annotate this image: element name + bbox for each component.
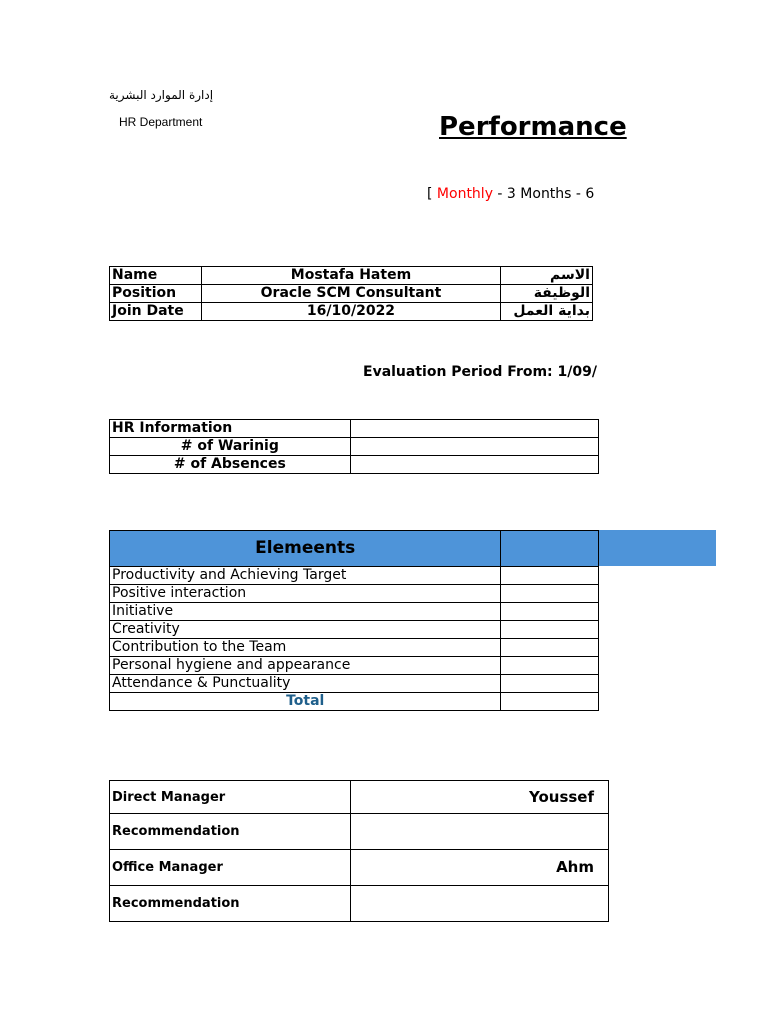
element-score: [501, 585, 599, 603]
position-label: Position: [110, 285, 202, 303]
element-item: Productivity and Achieving Target: [110, 567, 501, 585]
period-type-line: [427, 186, 594, 202]
table-row: [110, 657, 599, 675]
element-score: [501, 657, 599, 675]
table-row: [110, 814, 609, 850]
elements-header-row: [110, 531, 599, 567]
total-row: [110, 693, 599, 711]
position-value: Oracle SCM Consultant: [201, 285, 500, 303]
element-item: Contribution to the Team: [110, 639, 501, 657]
elements-header-band-extension: [593, 530, 716, 566]
recommendation-label: Recommendation: [110, 814, 351, 850]
element-item: Personal hygiene and appearance: [110, 657, 501, 675]
join-date-value: 16/10/2022: [201, 303, 500, 321]
signoff-table: [109, 780, 609, 922]
element-score: [501, 621, 599, 639]
hr-department-english: HR Department: [119, 115, 203, 129]
name-label: Name: [110, 267, 202, 285]
warnings-label: # of Warinig: [110, 438, 351, 456]
table-row: [110, 438, 599, 456]
table-row: [110, 621, 599, 639]
element-item: Positive interaction: [110, 585, 501, 603]
table-row: [110, 285, 593, 303]
direct-manager-name: Youssef: [350, 781, 608, 814]
element-score: [501, 603, 599, 621]
absences-value: [350, 456, 598, 474]
table-row: [110, 267, 593, 285]
total-label: Total: [110, 693, 501, 711]
element-score: [501, 639, 599, 657]
warnings-value: [350, 438, 598, 456]
table-row: [110, 886, 609, 922]
position-arabic-label: الوظيفة: [501, 285, 593, 303]
table-row: [110, 639, 599, 657]
total-score: [501, 693, 599, 711]
table-row: [110, 585, 599, 603]
element-score: [501, 675, 599, 693]
name-arabic-label: الاسم: [501, 267, 593, 285]
table-row: [110, 420, 599, 438]
period-bracket: [: [427, 186, 437, 202]
form-title: Performance: [439, 112, 627, 142]
table-row: [110, 456, 599, 474]
elements-header-score: [501, 531, 599, 567]
hr-info-value: [350, 420, 598, 438]
recommendation-2-label: Recommendation: [110, 886, 351, 922]
element-item: Attendance & Punctuality: [110, 675, 501, 693]
table-row: [110, 850, 609, 886]
element-score: [501, 567, 599, 585]
elements-table: [109, 530, 599, 711]
table-row: [110, 567, 599, 585]
period-monthly: Monthly: [436, 186, 493, 202]
employee-info-table: [109, 266, 593, 321]
recommendation-2-value: [350, 886, 608, 922]
table-row: [110, 781, 609, 814]
element-item: Creativity: [110, 621, 501, 639]
evaluation-period: Evaluation Period From: 1/09/: [363, 364, 597, 380]
name-value: Mostafa Hatem: [201, 267, 500, 285]
direct-manager-label: Direct Manager: [110, 781, 351, 814]
absences-label: # of Absences: [110, 456, 351, 474]
table-row: [110, 675, 599, 693]
hr-info-heading: HR Information: [110, 420, 351, 438]
element-item: Initiative: [110, 603, 501, 621]
table-row: [110, 603, 599, 621]
table-row: [110, 303, 593, 321]
office-manager-name: Ahm: [350, 850, 608, 886]
hr-department-arabic: إدارة الموارد البشرية: [109, 88, 214, 102]
hr-info-table: [109, 419, 599, 474]
join-date-arabic-label: بداية العمل: [501, 303, 593, 321]
period-others: - 3 Months - 6: [492, 186, 595, 202]
office-manager-label: Office Manager: [110, 850, 351, 886]
elements-header: Elemeents: [110, 531, 501, 567]
recommendation-value: [350, 814, 608, 850]
join-date-label: Join Date: [110, 303, 202, 321]
